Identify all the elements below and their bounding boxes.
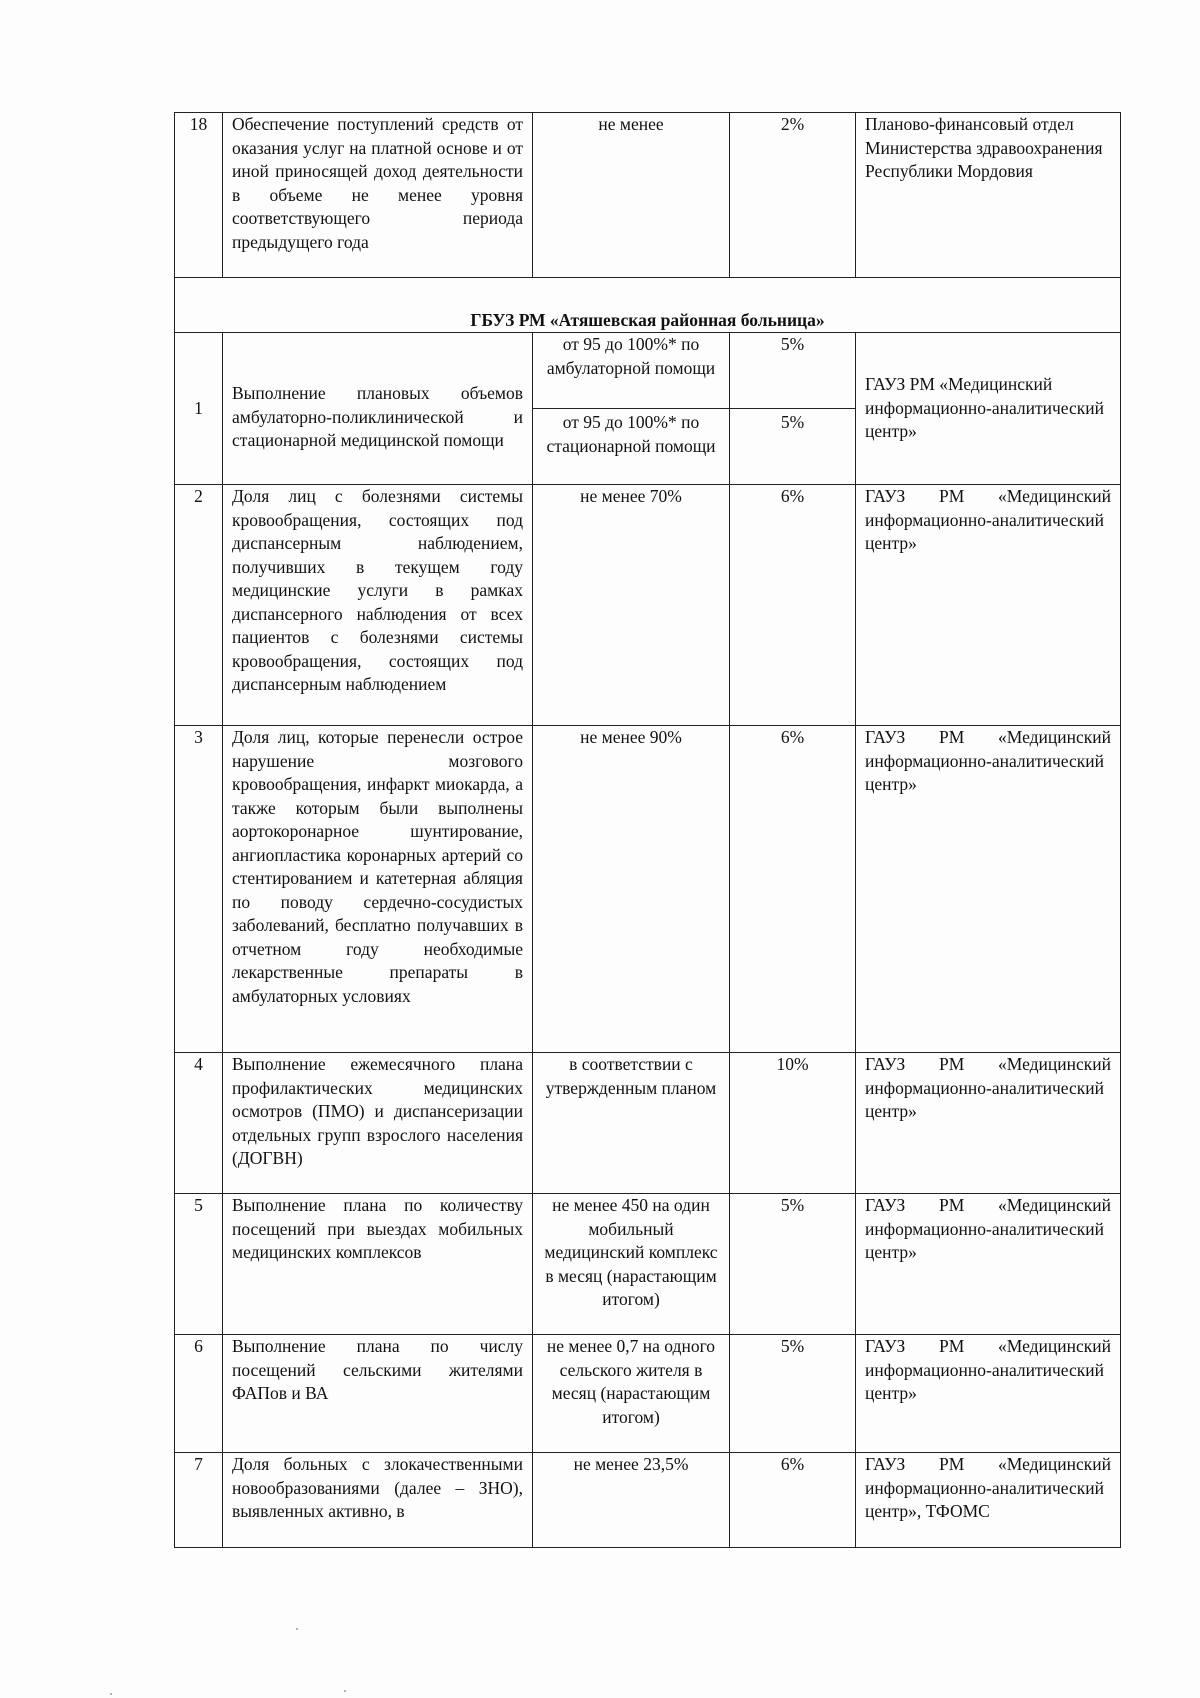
indicator-source: ГАУЗ РМ «Медицинский информационно-аналитический центр» [856,1194,1121,1335]
indicator-value: от 95 до 100%* по амбулаторной помощи [533,333,730,409]
row-number: 2 [175,485,223,726]
indicator-source: Планово-финансовый отдел Министерства здравоохранения Республики Мордовия [856,113,1121,278]
indicator-weight: 5% [730,1194,856,1335]
indicator-value: не менее 70% [533,485,730,726]
table-row [175,1194,1121,1335]
indicator-source: ГАУЗ РМ «Медицинский информационно-аналитический центр» [856,1335,1121,1453]
row-number: 1 [175,333,223,485]
criteria-table [174,112,1121,1548]
indicator-value: в соответствии с утвержденным планом [533,1053,730,1194]
table-row [175,1335,1121,1453]
indicator-weight: 6% [730,726,856,1053]
row-number: 7 [175,1453,223,1548]
indicator-value: не менее [533,113,730,278]
indicator-value: от 95 до 100%* по стационарной помощи [533,409,730,485]
indicator-value: не менее 450 на один мобильный медицинский комплекс в месяц (нарастающим итогом) [533,1194,730,1335]
indicator-weight: 6% [730,485,856,726]
scan-artifact [344,1690,346,1692]
indicator-weight: 5% [730,333,856,409]
indicator-name: Доля лиц, которые перенесли острое нарушение мозгового кровообращения, инфаркт миокарда, а также которым были выполнены аортокоронарное шунтирование, ангиопластика коронарных артерий со стентированием и катетерная абляция по поводу сердечно-сосудистых заболеваний, бесплатно получавших в отчетном году необходимые лекарственные препараты в амбулаторных условиях [223,726,533,1053]
row-number: 3 [175,726,223,1053]
indicator-name: Доля лиц с болезнями системы кровообращения, состоящих под диспансерным наблюдением, получивших в текущем году медицинские услуги в рамках диспансерного наблюдения от всех пациентов с болезнями системы кровообращения, состоящих под диспансерным наблюдением [223,485,533,726]
table-row [175,1453,1121,1548]
table-row [175,113,1121,278]
table-row [175,333,1121,409]
indicator-weight: 2% [730,113,856,278]
indicator-source: ГАУЗ РМ «Медицинский информационно-аналитический центр» [856,485,1121,726]
row-number: 4 [175,1053,223,1194]
row-number: 18 [175,113,223,278]
table-row [175,485,1121,726]
scan-artifact [296,1628,298,1630]
scan-artifact [110,1693,112,1695]
indicator-name: Выполнение ежемесячного плана профилактических медицинских осмотров (ПМО) и диспансеризации отдельных групп взрослого населения (ДОГВН) [223,1053,533,1194]
indicator-weight: 10% [730,1053,856,1194]
indicator-value: не менее 23,5% [533,1453,730,1548]
indicator-source: ГАУЗ РМ «Медицинский информационно-аналитический центр» [856,333,1121,485]
indicator-source: ГАУЗ РМ «Медицинский информационно-аналитический центр» [856,1053,1121,1194]
indicator-value: не менее 90% [533,726,730,1053]
indicator-weight: 5% [730,1335,856,1453]
section-header-row [175,278,1121,333]
indicator-name: Выполнение плана по количеству посещений при выездах мобильных медицинских комплексов [223,1194,533,1335]
row-number: 5 [175,1194,223,1335]
indicator-weight: 6% [730,1453,856,1548]
indicator-value: не менее 0,7 на одного сельского жителя в месяц (нарастающим итогом) [533,1335,730,1453]
indicator-name: Выполнение плана по числу посещений сельскими жителями ФАПов и ВА [223,1335,533,1453]
indicator-source: ГАУЗ РМ «Медицинский информационно-аналитический центр» [856,726,1121,1053]
indicator-weight: 5% [730,409,856,485]
section-title: ГБУЗ РМ «Атяшевская районная больница» [175,278,1121,333]
indicator-name: Доля больных с злокачественными новообразованиями (далее – ЗНО), выявленных активно, в [223,1453,533,1548]
table-row [175,726,1121,1053]
indicator-name: Обеспечение поступлений средств от оказания услуг на платной основе и от иной приносящей доход деятельности в объеме не менее уровня соответствующего периода предыдущего года [223,113,533,278]
indicator-name: Выполнение плановых объемов амбулаторно-поликлинической и стационарной медицинской помощи [223,333,533,485]
indicator-source: ГАУЗ РМ «Медицинский информационно-аналитический центр», ТФОМС [856,1453,1121,1548]
table-row [175,1053,1121,1194]
row-number: 6 [175,1335,223,1453]
